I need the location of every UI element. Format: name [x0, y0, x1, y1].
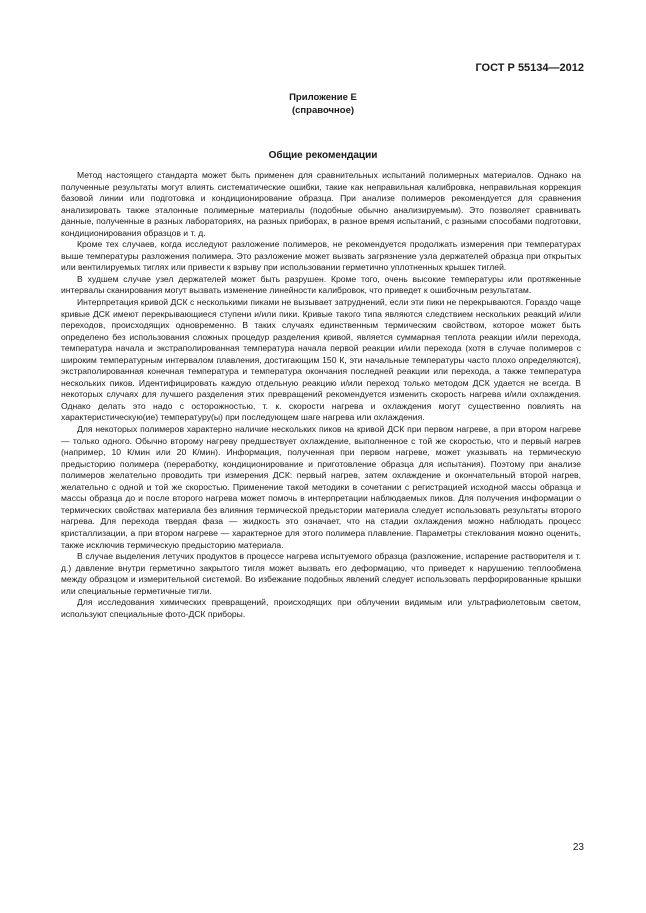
paragraph: Интерпретация кривой ДСК с несколькими пиками не вызывает затруднений, если эти пики не перекрываются. Гораздо чаще кривые ДСК имеют перекрывающиеся ступени и/или пики. Кривые такого типа являются следствием нескольких реакций и/или переходов, происходящих одновременно. В таких случаях единственным термическим свойством, которое может быть определено без использования сложных процедур разделения кривой, является суммарная теплота реакции и/или перехода, температура начала и экстраполированная температура начала первой реакции и/или перехода (хотя в случае полимеров с широким температурным интервалом плавления, достигающим 150 К, эти начальные температуры часто плохо определяются), экстраполированная конечная температура и температура окончания последней реакции или перехода, а также температура нескольких пиков. Идентифицировать каждую отдельную реакцию и/или переход только методом ДСК удается не всегда. В некоторых случаях для лучшего разделения этих превращений рекомендуется изменить скорость нагрева и/или охлаждения. Однако делать это надо с осторожностью, т. к. скорости нагрева и охлаждения могут существенно повлиять на характеристическую(ие) температуру(ы) при последующем шаге нагрева или охлаждения.	[61, 297, 581, 423]
standard-number: ГОСТ Р 55134—2012	[475, 62, 584, 74]
page-number: 23	[572, 842, 584, 853]
paragraph: Кроме тех случаев, когда исследуют разложение полимеров, не рекомендуется продолжать измерения при температурах выше температуры разложения полимера. Это разложение может вызвать загрязнение узла держателей образца при открытых или вентилируемых тиглях или привести к взрыву при использовании герметично уплотненных крышек тиглей.	[61, 239, 581, 273]
section-title: Общие рекомендации	[268, 150, 378, 161]
paragraph: Для исследования химических превращений, происходящих при облучении видимым или ультрафиолетовым светом, используют специальные фото-ДСК приборы.	[61, 597, 581, 619]
paragraph: Метод настоящего стандарта может быть применен для сравнительных испытаний полимерных материалов. Однако на полученные результаты могут влиять систематические ошибки, такие как неправильная калибровка, неправильная коррекция базовой линии или подготовка и кондиционирование образца. При анализе полимеров рекомендуется для сравнения анализировать также эталонные полимерные материалы (подобные обычно анализируемым). Это позволяет сравнивать данные, полученные в разных лабораториях, на разных приборах, в разное время испытаний, с разными способами подготовки, кондиционирования образцов и т. д.	[61, 170, 581, 238]
paragraph: В худшем случае узел держателей может быть разрушен. Кроме того, очень высокие температуры или протяженные интервалы сканирования могут вызвать изменение линейности калибровок, что приведет к ошибочным результатам.	[61, 273, 581, 296]
annex-title: Приложение Е	[289, 92, 357, 103]
paragraph: Для некоторых полимеров характерно наличие нескольких пиков на кривой ДСК при первом нагреве, а при втором нагреве — только одного. Обычно второму нагреву предшествует охлаждение, выполненное с той же скоростью, что и первый нагрев (например, 10 К/мин или 20 К/мин). Информация, полученная при первом нагреве, может указывать на термическую предысторию полимера (переработку, кондиционирование и приготовление образца для испытания). Поэтому при анализе полимеров желательно проводить три измерения ДСК: первый нагрев, затем охлаждение и окончательный второй нагрев, желательно с одной и той же скоростью. Применение такой методики в сочетании с регистрацией исходной массы образца и массы образца до и после второго нагрева может помочь в интерпретации наблюдаемых пиков. Для получения информации о термических свойствах материала без влияния термической предыстории материала следует использовать результаты второго нагрева. Для перехода твердая фаза — жидкость это означает, что на стадии охлаждения можно наблюдать процесс кристаллизации, а при втором нагреве — характерное для этого полимера плавление. Параметры стеклования можно оценить, также исключив термическую предысторию материала.	[61, 424, 581, 550]
annex-heading	[0, 91, 646, 117]
body-text	[61, 170, 581, 620]
paragraph: В случае выделения летучих продуктов в процессе нагрева испытуемого образца (разложение, испарение растворителя и т. д.) давление внутри герметично закрытого тигля может вызвать его деформацию, что приведет к нарушению теплообмена между образцом и измерительной системой. Во избежание подобных явлений следует использовать перфорированные крышки или специальные герметичные тигли.	[61, 551, 581, 596]
annex-note: (справочное)	[291, 105, 355, 116]
